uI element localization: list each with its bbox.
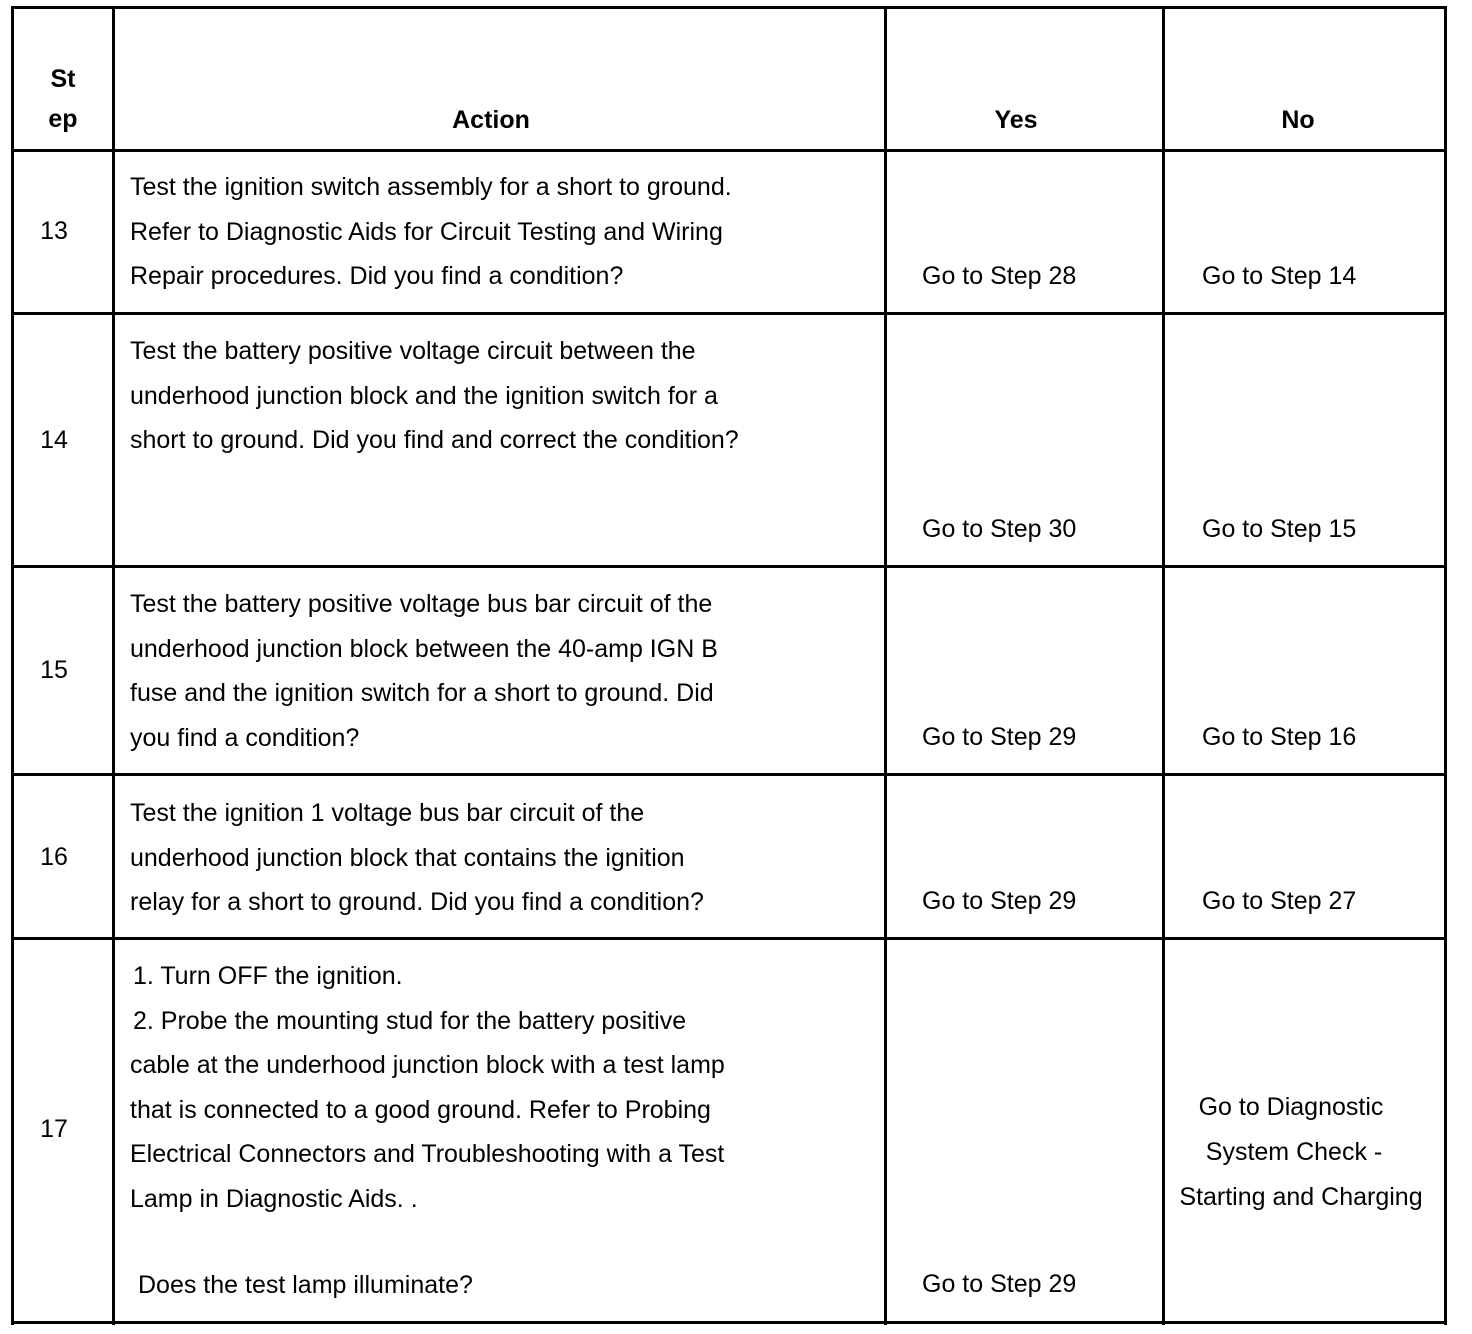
no-link[interactable]: Go to Step 16 <box>1202 723 1357 751</box>
no-link[interactable] <box>1165 1085 1437 1220</box>
action-line: Refer to Diagnostic Aids for Circuit Testing and Wiring <box>130 217 723 246</box>
action-line: Test the ignition 1 voltage bus bar circuit of the <box>130 799 645 827</box>
step-number: 16 <box>40 843 68 871</box>
action-line: fuse and the ignition switch for a short to ground. Did <box>130 679 714 707</box>
action-line: that is connected to a good ground. Refer to Probing <box>130 1095 711 1124</box>
action-text <box>130 582 718 760</box>
row-divider <box>11 312 1447 315</box>
no-link[interactable]: Go to Step 14 <box>1202 262 1357 290</box>
action-line: underhood junction block that contains the ignition <box>130 843 685 872</box>
yes-link[interactable]: Go to Step 29 <box>922 1270 1077 1298</box>
no-link[interactable]: Go to Step 15 <box>1202 515 1357 543</box>
action-line: you find a condition? <box>130 723 360 752</box>
row-divider <box>11 773 1447 776</box>
action-line: cable at the underhood junction block with a test lamp <box>130 1051 725 1079</box>
action-line: 2. Probe the mounting stud for the battery positive <box>133 1006 687 1035</box>
header-no: No <box>1281 106 1315 134</box>
no-link-line: Go to Diagnostic <box>1198 1093 1384 1121</box>
row-divider <box>11 937 1447 940</box>
step-number: 14 <box>40 426 68 454</box>
action-line: short to ground. Did you find and correct the condition? <box>130 426 739 454</box>
no-link-line: Starting and Charging <box>1179 1183 1423 1211</box>
table-border-right <box>1444 7 1447 1325</box>
step-number: 15 <box>40 656 68 684</box>
action-line-blank <box>130 1221 725 1263</box>
header-step-line: St <box>50 65 76 93</box>
action-line: Does the test lamp illuminate? <box>138 1271 473 1299</box>
header-yes: Yes <box>994 106 1038 134</box>
header-step <box>14 59 112 139</box>
step-number: 17 <box>40 1115 68 1143</box>
action-line: Repair procedures. Did you find a condition? <box>130 262 624 290</box>
action-line: Test the battery positive voltage bus bar circuit of the <box>130 590 713 618</box>
action-line: Test the ignition switch assembly for a short to ground. <box>130 173 732 201</box>
row-divider <box>11 149 1447 152</box>
action-line: underhood junction block and the ignition switch for a <box>130 381 718 410</box>
action-line: 1. Turn OFF the ignition. <box>133 962 403 990</box>
action-line: underhood junction block between the 40-amp IGN B <box>130 634 718 663</box>
yes-link[interactable]: Go to Step 29 <box>922 887 1077 915</box>
no-link-line: System Check - <box>1205 1138 1383 1166</box>
row-divider <box>11 565 1447 568</box>
header-action: Action <box>452 106 530 134</box>
action-text <box>130 791 704 925</box>
yes-link[interactable]: Go to Step 30 <box>922 515 1077 543</box>
table-border-top <box>11 6 1447 9</box>
action-text <box>130 954 725 1308</box>
step-number: 13 <box>40 217 68 245</box>
action-line: Lamp in Diagnostic Aids. . <box>130 1184 418 1213</box>
yes-link[interactable]: Go to Step 28 <box>922 262 1077 290</box>
action-line: Electrical Connectors and Troubleshooting with a Test <box>130 1140 725 1168</box>
column-divider <box>884 7 887 1325</box>
yes-link[interactable]: Go to Step 29 <box>922 723 1077 751</box>
table-border-bottom <box>11 1321 1447 1324</box>
action-line: Test the battery positive voltage circuit between the <box>130 337 696 365</box>
column-divider <box>112 7 115 1325</box>
no-link[interactable]: Go to Step 27 <box>1202 887 1357 915</box>
action-line: relay for a short to ground. Did you find a condition? <box>130 888 704 916</box>
action-text <box>130 165 732 299</box>
header-step-line: ep <box>48 105 78 133</box>
action-text <box>130 329 739 463</box>
